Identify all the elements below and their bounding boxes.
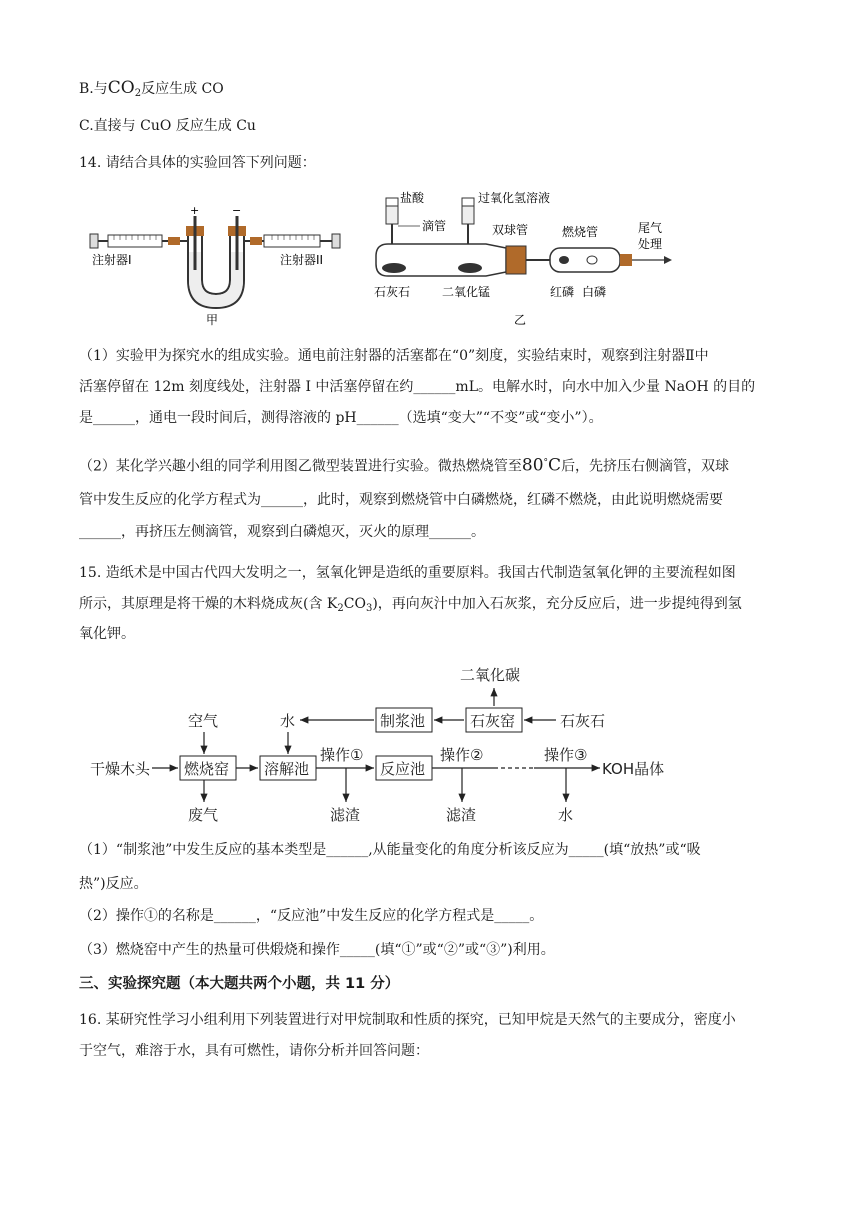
q14-p2-line1 [79, 453, 729, 477]
label-burn-tube: 燃烧管 [562, 225, 599, 239]
option-b [79, 78, 224, 104]
q15-p2: （2）操作①的名称是______，“反应池”中发生反应的化学方程式是_____。 [79, 908, 544, 924]
label-double-bulb: 双球管 [492, 223, 529, 237]
syringe-1 [90, 234, 184, 248]
label-tail-gas-2: 处理 [638, 237, 663, 251]
u-tube [184, 216, 264, 308]
label-red-p: 红磷 [550, 285, 575, 299]
process-flowchart [84, 660, 724, 830]
flow-op3: 操作③ [544, 746, 588, 764]
flow-burner: 燃烧窑 [184, 760, 230, 778]
section3-title: 三、实验探究题（本大题共两个小题，共 11 分） [79, 976, 400, 992]
q15-line1: 15. 造纸术是中国古代四大发明之一，氢氧化钾是造纸的重要原料。我国古代制造氢氧化钾的主要流程如图 [79, 565, 736, 581]
q15-p1-line2: 热”)反应。 [79, 876, 148, 892]
co-formula: CO [343, 596, 366, 612]
label-dropper: 滴管 [422, 219, 447, 233]
temperature-value: 80 [521, 455, 544, 476]
flow-reactor: 反应池 [380, 760, 426, 778]
option-b-suffix: 反应生成 CO [141, 81, 224, 97]
syringe-1-label: 注射器I [92, 253, 132, 267]
flow-residue2: 滤渣 [446, 806, 477, 824]
label-limestone: 石灰石 [374, 285, 411, 299]
q15-p3: （3）燃烧窑中产生的热量可供煅烧和操作_____(填“①”或“②”或“③”)利用。 [79, 942, 555, 958]
burn-tube [550, 248, 672, 272]
q14-p2-prefix: （2）某化学兴趣小组的同学利用图乙微型装置进行实验。微热燃烧管至 [79, 458, 522, 475]
q14-p2-line2: 管中发生反应的化学方程式为______，此时，观察到燃烧管中白磷燃烧，红磷不燃烧，由此说明燃烧需要 [79, 492, 723, 508]
degree-sign: ° [543, 458, 549, 468]
flow-air: 空气 [188, 712, 219, 730]
q15-p1-line1: （1）“制浆池”中发生反应的基本类型是______,从能量变化的角度分析该反应为_____(填“放热”或“吸 [79, 842, 701, 858]
flow-water-in: 水 [280, 712, 296, 730]
plus-electrode: + [190, 204, 200, 217]
q14-stem: 14. 请结合具体的实验回答下列问题： [79, 155, 316, 171]
flow-wood: 干燥木头 [90, 760, 151, 778]
q14-p1-line1: （1）实验甲为探究水的组成实验。通电前注射器的活塞都在“0”刻度，实验结束时，观察到注射器Ⅱ中 [79, 348, 709, 364]
q14-p1-line2: 活塞停留在 12m 刻度线处，注射器 I 中活塞停留在约______mL。电解水时，向水中加入少量 NaOH 的目的 [79, 379, 756, 395]
temperature-unit: C [548, 455, 562, 476]
flow-kiln: 石灰窑 [470, 712, 516, 730]
q15-line2 [79, 594, 742, 619]
double-bulb-tube [376, 244, 550, 276]
flow-slurry: 制浆池 [380, 712, 426, 730]
minus-electrode: − [232, 204, 242, 217]
q16-line2: 于空气，难溶于水，具有可燃性，请你分析并回答问题： [79, 1043, 429, 1059]
q15-line3: 氧化钾。 [79, 626, 135, 642]
q14-p2-line3: ______，再挤压左侧滴管，观察到白磷熄灭，灭火的原理______。 [79, 524, 485, 540]
flow-waste-gas: 废气 [188, 806, 219, 824]
label-white-p: 白磷 [582, 285, 607, 299]
flow-residue1: 滤渣 [330, 806, 361, 824]
flow-limestone: 石灰石 [560, 712, 606, 730]
q14-p1-line3: 是______，通电一段时间后，测得溶液的 pH______（选填“变大”“不变”或“变小”）。 [79, 410, 603, 426]
option-c: C.直接与 CuO 反应生成 Cu [79, 118, 256, 134]
syringe-2 [250, 234, 340, 248]
flow-dissolve: 溶解池 [264, 760, 310, 778]
flow-water-out: 水 [558, 806, 574, 824]
label-hcl: 盐酸 [400, 191, 425, 205]
q15-line2-suffix: )，再向灰汁中加入石灰浆，充分反应后，进一步提纯得到氢 [372, 596, 742, 612]
figure-yi-caption: 乙 [514, 313, 527, 327]
label-tail-gas-1: 尾气 [638, 221, 663, 235]
syringe-2-label: 注射器II [280, 253, 324, 267]
label-mno2: 二氧化锰 [442, 285, 491, 299]
label-h2o2: 过氧化氢溶液 [478, 191, 551, 205]
co2-subscript: 2 [134, 88, 142, 99]
figure-yi [366, 188, 696, 330]
q15-line2-prefix: 所示，其原理是将干燥的木料烧成灰(含 K [79, 596, 338, 612]
option-b-prefix: B.与 [79, 81, 108, 97]
co3-subscript: 3 [365, 603, 373, 614]
dropper-right [462, 198, 474, 244]
co2-formula: CO [107, 78, 135, 98]
flow-product: KOH晶体 [602, 760, 665, 778]
dropper-left [386, 198, 398, 244]
flow-op2: 操作② [440, 746, 484, 764]
figure-jia [84, 200, 350, 328]
flow-op1: 操作① [320, 746, 364, 764]
q14-p2-suffix: 后，先挤压右侧滴管，双球 [561, 458, 730, 475]
flow-co2: 二氧化碳 [460, 666, 521, 684]
q16-line1: 16. 某研究性学习小组利用下列装置进行对甲烷制取和性质的探究，已知甲烷是天然气的主要成分，密度小 [79, 1012, 736, 1028]
k2-subscript: 2 [337, 603, 344, 614]
figure-jia-caption: 甲 [206, 313, 219, 327]
